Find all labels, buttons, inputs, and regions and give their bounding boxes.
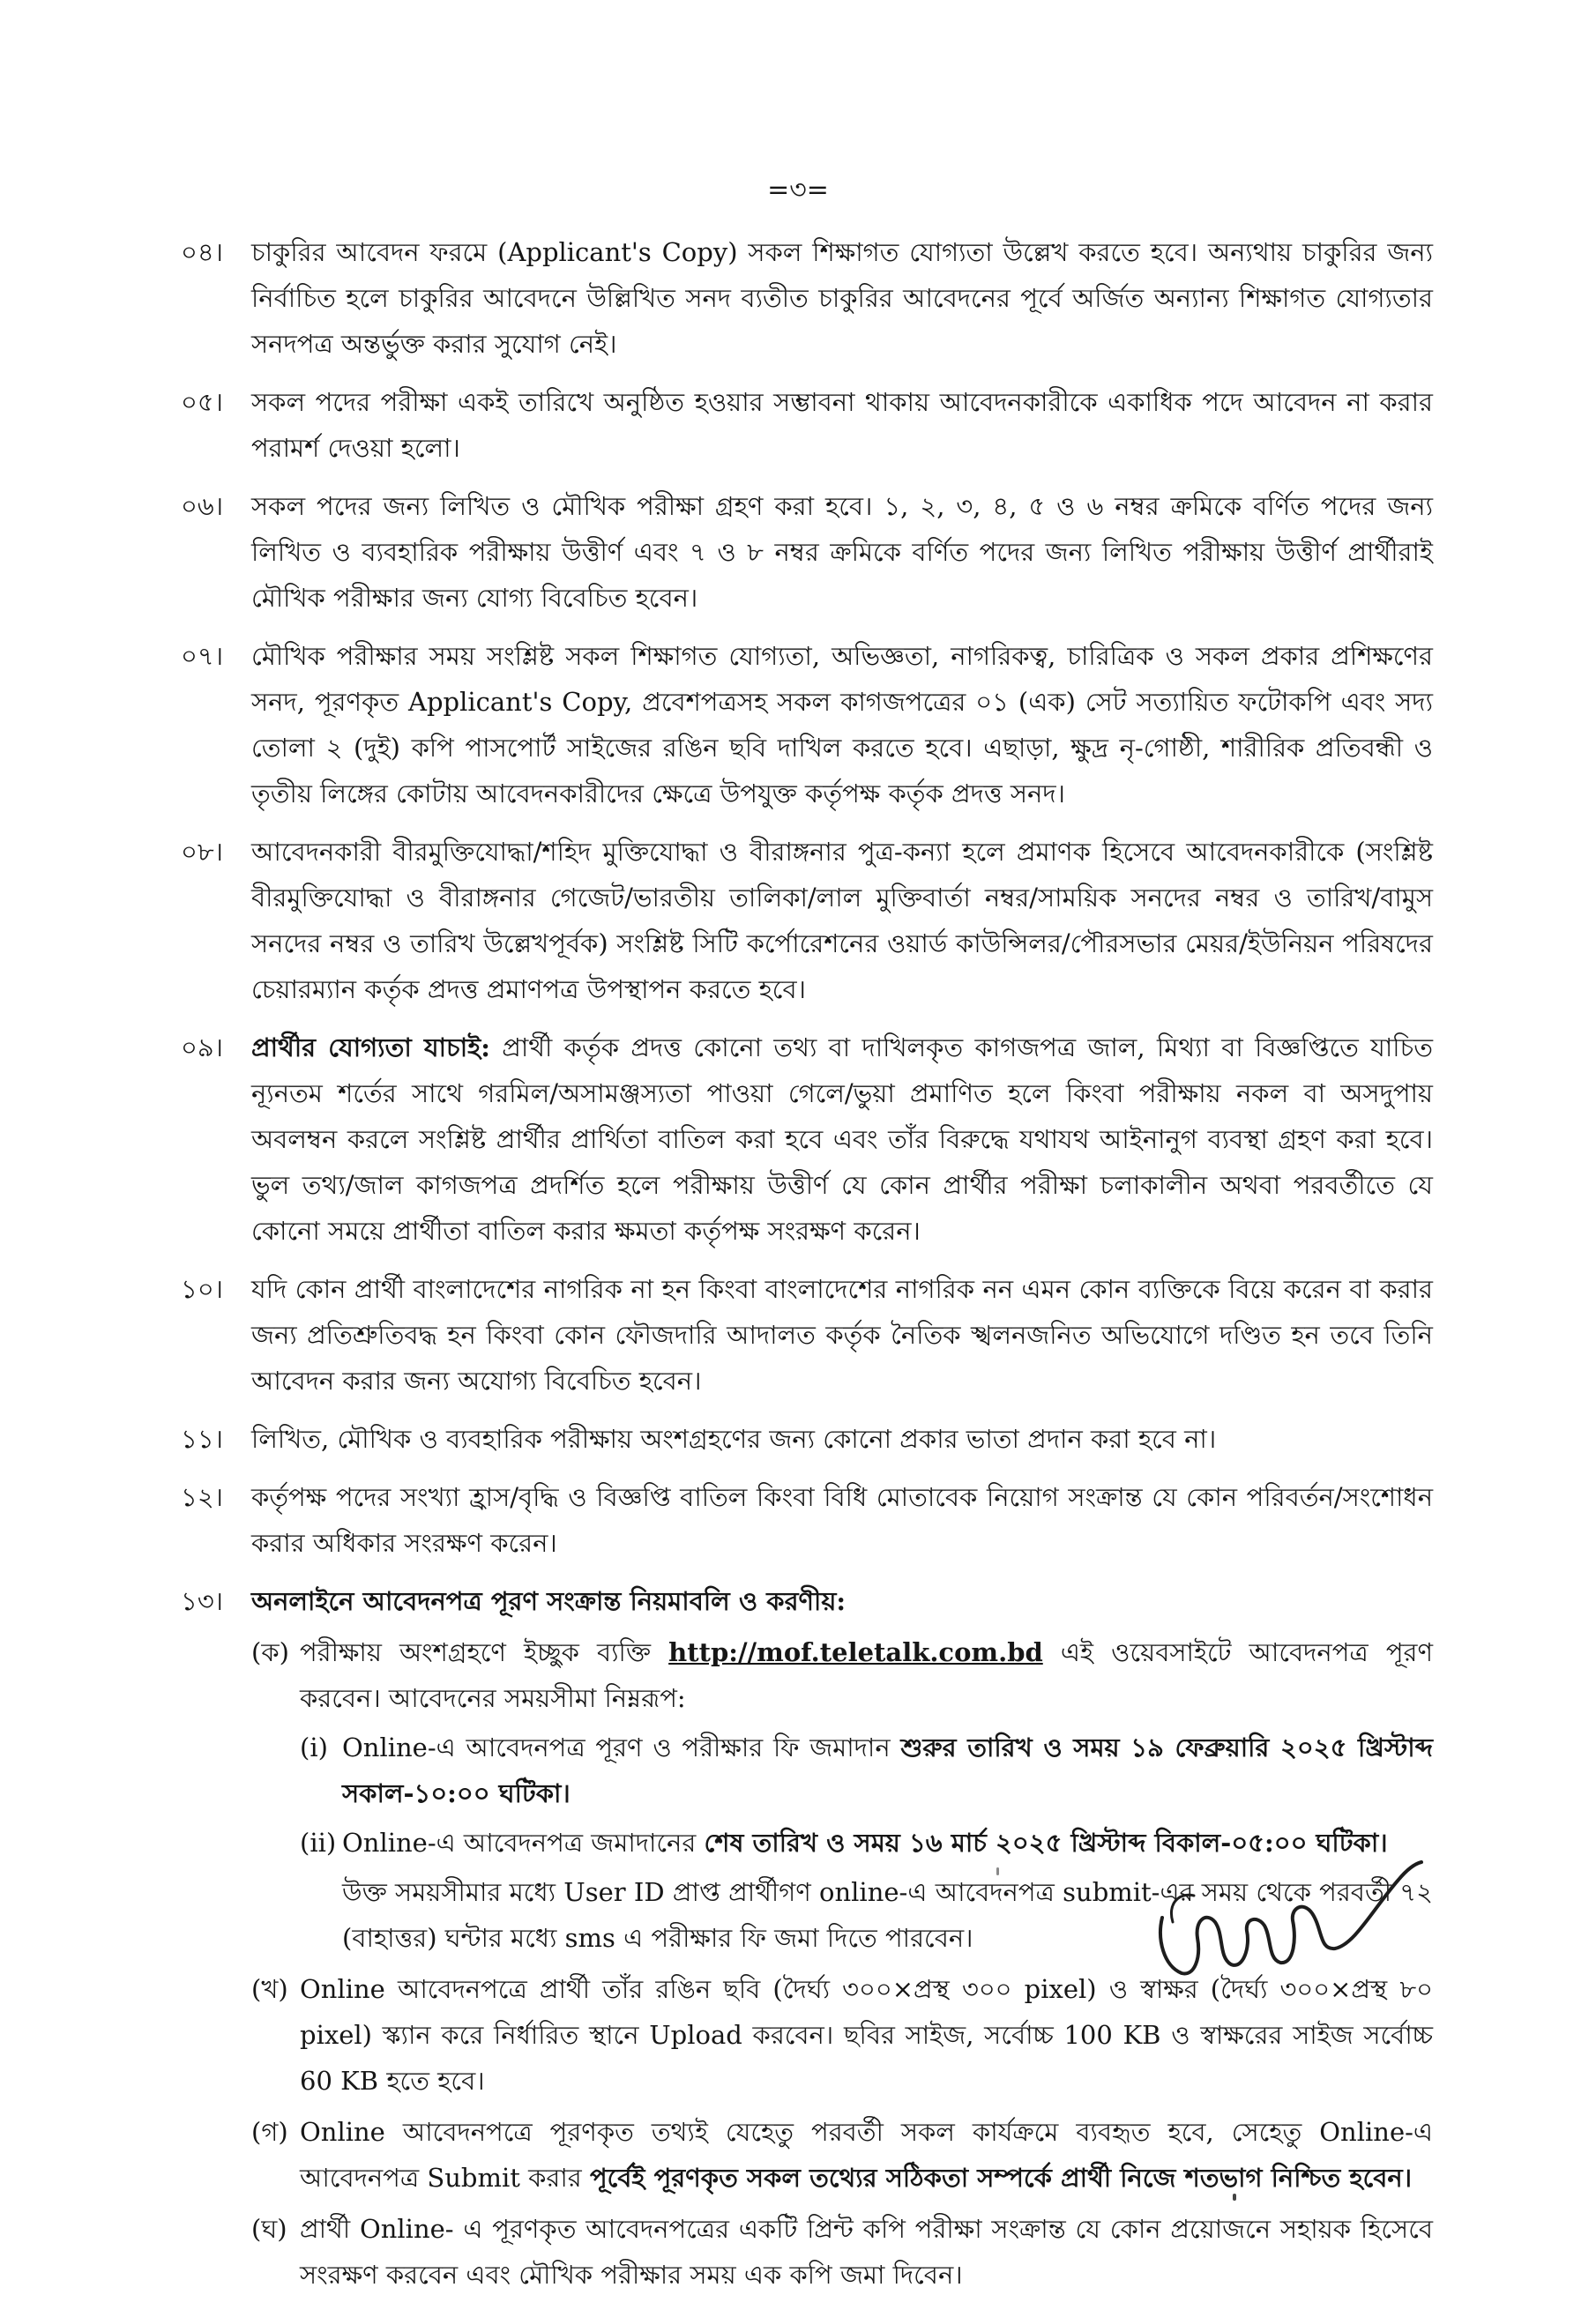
clause-11 bbox=[0, 1416, 1596, 1462]
clause-text: সকল পদের জন্য লিখিত ও মৌখিক পরীক্ষা গ্রহণ করা হবে। ১, ২, ৩, ৪, ৫ ও ৬ নম্বর ক্রমিকে বর্ণিত পদের জন্য লিখিত ও ব্যবহারিক পরীক্ষায় উত্তীর্ণ এবং ৭ ও ৮ নম্বর ক্রমিকে বর্ণিত পদের জন্য লিখিত পরীক্ষায় উত্তীর্ণ প্রার্থীরাই মৌখিক পরীক্ষার জন্য যোগ্য বিবেচিত হবেন। bbox=[251, 491, 1433, 613]
sub-clause-bold: পূর্বেই পূরণকৃত সকল তথ্যের সঠিকতা সম্পর্কে প্রার্থী নিজে শতভাগ নিশ্চিত হবেন। bbox=[589, 2163, 1413, 2193]
sub-clause-label: (খ) bbox=[251, 1974, 288, 2004]
sub-clause-label: (ঘ) bbox=[251, 2214, 287, 2244]
clause-text: যদি কোন প্রার্থী বাংলাদেশের নাগরিক না হন কিংবা বাংলাদেশের নাগরিক নন এমন কোন ব্যক্তিকে বিয়ে করেন বা করার জন্য প্রতিশ্রুতিবদ্ধ হন কিংবা কোন ফৌজদারি আদালত কর্তৃক নৈতিক স্খলনজনিত অভিযোগে দণ্ডিত হন তবে তিনি আবেদন করার জন্য অযোগ্য বিবেচিত হবেন। bbox=[251, 1274, 1433, 1396]
deadline-pre: Online-এ আবেদনপত্র পূরণ ও পরীক্ষার ফি জমাদান bbox=[342, 1732, 901, 1762]
deadline-bold: শেষ তারিখ ও সময় ১৬ মার্চ ২০২৫ খ্রিস্টাব্দ বিকাল-০৫:০০ ঘটিকা। bbox=[704, 1828, 1388, 1858]
clause-08 bbox=[0, 829, 1596, 1012]
sub-clause-label: (ক) bbox=[251, 1637, 289, 1667]
deadline-bold: শুরুর তারিখ ও সময় ১৯ ফেব্রুয়ারি ২০২৫ খ্রিস্টাব্দ সকাল-১০:০০ ঘটিকা। bbox=[342, 1732, 1433, 1808]
clause-text: আবেদনকারী বীরমুক্তিযোদ্ধা/শহিদ মুক্তিযোদ্ধা ও বীরাঙ্গনার পুত্র-কন্যা হলে প্রমাণক হিসেবে আবেদনকারীকে (সংশ্লিষ্ট বীরমুক্তিযোদ্ধা ও বীরাঙ্গনার গেজেট/ভারতীয় তালিকা/লাল মুক্তিবার্তা নম্বর/সাময়িক সনদের নম্বর ও তারিখ/বামুস সনদের নম্বর ও তারিখ উল্লেখপূর্বক) সংশ্লিষ্ট সিটি কর্পোরেশনের ওয়ার্ড কাউন্সিলর/পৌরসভার মেয়র/ইউনিয়ন পরিষদের চেয়ারম্যান কর্তৃক প্রদত্ত প্রমাণপত্র উপস্থাপন করতে হবে। bbox=[251, 837, 1433, 1004]
clause-07 bbox=[0, 633, 1596, 816]
sub-clause-text bbox=[300, 1629, 1433, 1721]
fee-note-text: উক্ত সময়সীমার মধ্যে User ID প্রাপ্ত প্রার্থীগণ online-এ আবেদনপত্র submit-এর সময় থেকে পরবর্তী ৭২ (বাহাত্তর) ঘন্টার মধ্যে sms এ পরীক্ষার ফি জমা দিতে পারবেন। bbox=[342, 1877, 1433, 1953]
document-body bbox=[0, 229, 1596, 2310]
clause-text bbox=[251, 1025, 1433, 1254]
clause-06 bbox=[0, 483, 1596, 621]
clause-text: মৌখিক পরীক্ষার সময় সংশ্লিষ্ট সকল শিক্ষাগত যোগ্যতা, অভিজ্ঞতা, নাগরিকত্ব, চারিত্রিক ও সকল প্রকার প্রশিক্ষণের সনদ, পূরণকৃত Applicant's Copy, প্রবেশপত্রসহ সকল কাগজপত্রের ০১ (এক) সেট সত্যায়িত ফটোকপি এবং সদ্য তোলা ২ (দুই) কপি পাসপোর্ট সাইজের রঙিন ছবি দাখিল করতে হবে। এছাড়া, ক্ষুদ্র নৃ-গোষ্ঠী, শারীরিক প্রতিবন্ধী ও তৃতীয় লিঙ্গের কোটায় আবেদনকারীদের ক্ষেত্রে উপযুক্ত কর্তৃপক্ষ কর্তৃক প্রদত্ত সনদ। bbox=[251, 641, 1433, 808]
clause-04 bbox=[0, 229, 1596, 367]
clause-body: প্রার্থী কর্তৃক প্রদত্ত কোনো তথ্য বা দাখিলকৃত কাগজপত্র জাল, মিথ্যা বা বিজ্ঞপ্তিতে যাচিত ন্যূনতম শর্তের সাথে গরমিল/অসামঞ্জস্যতা পাওয়া গেলে/ভুয়া প্রমাণিত হলে কিংবা পরীক্ষায় নকল বা অসদুপায় অবলম্বন করলে সংশ্লিষ্ট প্রার্থীর প্রার্থিতা বাতিল করা হবে এবং তাঁর বিরুদ্ধে যথাযথ আইনানুগ ব্যবস্থা গ্রহণ করা হবে। ভুল তথ্য/জাল কাগজপত্র প্রদর্শিত হলে পরীক্ষায় উত্তীর্ণ যে কোন প্রার্থীর পরীক্ষা চলাকালীন অথবা পরবর্তীতে যে কোনো সময়ে প্রার্থীতা বাতিল করার ক্ষমতা কর্তৃপক্ষ সংরক্ষণ করেন। bbox=[251, 1032, 1433, 1246]
page-number: =৩= bbox=[767, 175, 829, 205]
clause-number: ০৮। bbox=[181, 837, 224, 867]
sub-clause-label: (গ) bbox=[251, 2117, 288, 2147]
clause-number: ১৩। bbox=[181, 1586, 224, 1616]
clause-number: ০৭। bbox=[181, 641, 224, 671]
sub-clause-pre: Online আবেদনপত্রে পূরণকৃত তথ্যই যেহেতু পরবর্তী সকল কার্যক্রমে ব্যবহৃত হবে, সেহেতু Online-এ আবেদনপত্র Submit করার bbox=[300, 2117, 1433, 2193]
website-link[interactable]: http://mof.teletalk.com.bd bbox=[668, 1637, 1043, 1667]
sub-clause-ka bbox=[0, 1629, 1596, 1721]
clause-number: ০৫। bbox=[181, 387, 224, 417]
sub-clause-text bbox=[300, 2109, 1433, 2201]
clause-number: ১২। bbox=[181, 1482, 224, 1512]
deadline-start bbox=[0, 1725, 1596, 1816]
scan-speck bbox=[996, 1867, 999, 1875]
clause-heading: অনলাইনে আবেদনপত্র পূরণ সংক্রান্ত নিয়মাবলি ও করণীয়: bbox=[251, 1586, 846, 1616]
sub-clause-text: Online আবেদনপত্রে প্রার্থী তাঁর রঙিন ছবি (দৈর্ঘ্য ৩০০×প্রস্থ ৩০০ pixel) ও স্বাক্ষর (দৈর্ঘ্য ৩০০×প্রস্থ ৮০ pixel) স্ক্যান করে নির্ধারিত স্থানে Upload করবেন। ছবির সাইজ, সর্বোচ্চ 100 KB ও স্বাক্ষরের সাইজ সর্বোচ্চ 60 KB হতে হবে। bbox=[300, 1974, 1433, 2096]
sub-clause-pre: পরীক্ষায় অংশগ্রহণে ইচ্ছুক ব্যক্তি bbox=[300, 1637, 669, 1667]
clause-number: ১০। bbox=[181, 1274, 224, 1304]
clause-text: সকল পদের পরীক্ষা একই তারিখে অনুষ্ঠিত হওয়ার সম্ভাবনা থাকায় আবেদনকারীকে একাধিক পদে আবেদন না করার পরামর্শ দেওয়া হলো। bbox=[251, 387, 1433, 463]
deadline-label: (i) bbox=[300, 1732, 328, 1762]
sub-clause-text: প্রার্থী Online- এ পূরণকৃত আবেদনপত্রের একটি প্রিন্ট কপি পরীক্ষা সংক্রান্ত যে কোন প্রয়োজনে সহায়ক হিসেবে সংরক্ষণ করবেন এবং মৌখিক পরীক্ষার সময় এক কপি জমা দিবেন। bbox=[300, 2214, 1433, 2290]
clause-12 bbox=[0, 1474, 1596, 1566]
sub-clause-ga bbox=[0, 2109, 1596, 2201]
clause-text: লিখিত, মৌখিক ও ব্যবহারিক পরীক্ষায় অংশগ্রহণের জন্য কোনো প্রকার ভাতা প্রদান করা হবে না। bbox=[251, 1424, 1217, 1454]
clause-number: ১১। bbox=[181, 1424, 224, 1454]
deadline-label: (ii) bbox=[300, 1828, 337, 1858]
clause-text: চাকুরির আবেদন ফরমে (Applicant's Copy) সকল শিক্ষাগত যোগ্যতা উল্লেখ করতে হবে। অন্যথায় চাকুরির জন্য নির্বাচিত হলে চাকুরির আবেদনে উল্লিখিত সনদ ব্যতীত চাকুরির আবেদনের পূর্বে অর্জিত অন্যান্য শিক্ষাগত যোগ্যতার সনদপত্র অন্তর্ভুক্ত করার সুযোগ নেই। bbox=[251, 237, 1433, 359]
handwritten-signature bbox=[1146, 1834, 1428, 1993]
clause-10 bbox=[0, 1266, 1596, 1404]
clause-09 bbox=[0, 1025, 1596, 1254]
deadline-text bbox=[342, 1725, 1433, 1816]
clause-heading: প্রার্থীর যোগ্যতা যাচাই: bbox=[251, 1032, 490, 1062]
clause-text: কর্তৃপক্ষ পদের সংখ্যা হ্রাস/বৃদ্ধি ও বিজ্ঞপ্তি বাতিল কিংবা বিধি মোতাবেক নিয়োগ সংক্রান্ত যে কোন পরিবর্তন/সংশোধন করার অধিকার সংরক্ষণ করেন। bbox=[251, 1482, 1433, 1558]
clause-number: ০৬। bbox=[181, 491, 224, 521]
clause-number: ০৯। bbox=[181, 1032, 224, 1062]
deadline-pre: Online-এ আবেদনপত্র জমাদানের bbox=[342, 1828, 705, 1858]
clause-05 bbox=[0, 379, 1596, 471]
sub-clause-gha bbox=[0, 2206, 1596, 2298]
sub-clause-post: এই ওয়েবসাইটে আবেদনপত্র পূরণ করবেন। আবেদনের সময়সীমা নিম্নরূপ: bbox=[300, 1637, 1433, 1713]
clause-number: ০৪। bbox=[181, 237, 224, 267]
scan-speck bbox=[1233, 2194, 1236, 2201]
